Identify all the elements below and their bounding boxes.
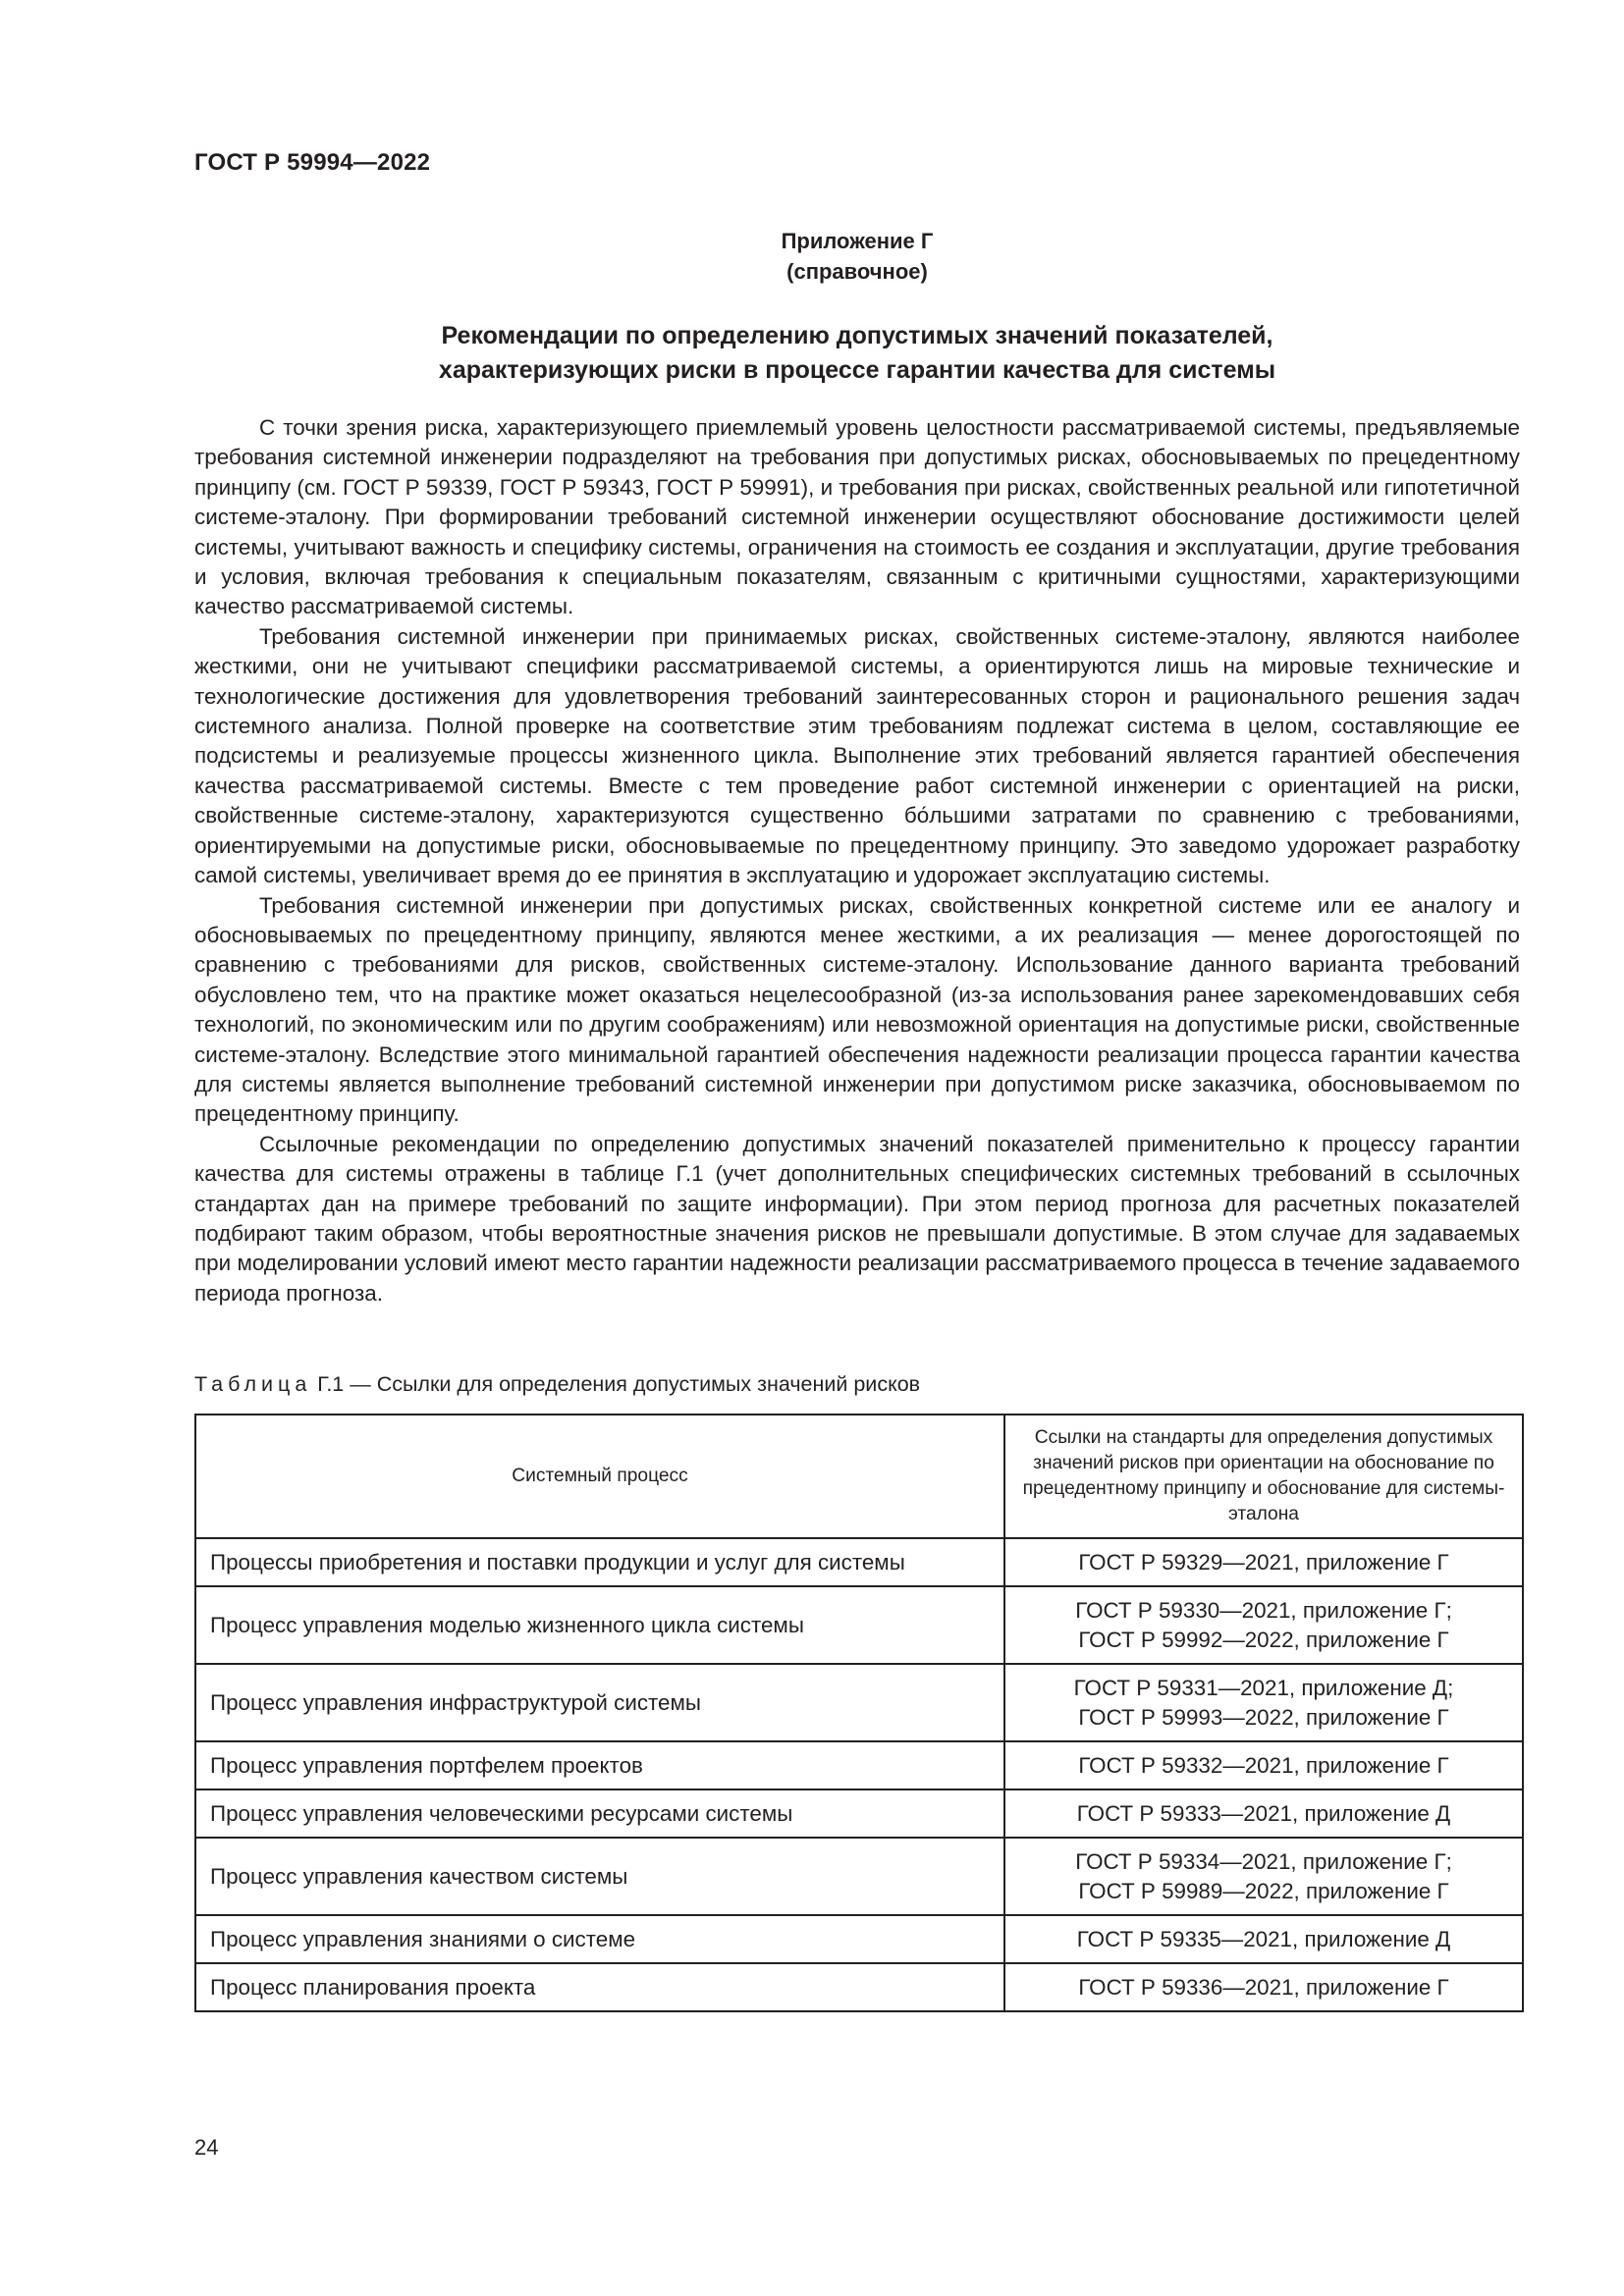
references-table (194, 1414, 1524, 2012)
reference-line: ГОСТ Р 59333—2021, приложение Д (1076, 1800, 1451, 1826)
table-row (195, 1963, 1523, 2011)
column-header-references: Ссылки на стандарты для определения допустимых значений рисков при ориентации на обоснование по прецедентному принципу и обоснование для системы-эталона (1004, 1415, 1523, 1538)
table-row (195, 1538, 1523, 1586)
reference-cell (1004, 1586, 1523, 1664)
column-header-process: Системный процесс (195, 1415, 1004, 1538)
reference-line: ГОСТ Р 59334—2021, приложение Г; (1075, 1848, 1452, 1874)
process-cell: Процесс управления моделью жизненного цикла системы (195, 1586, 1004, 1664)
table-row (195, 1741, 1523, 1789)
section-title (194, 319, 1520, 388)
reference-line: ГОСТ Р 59331—2021, приложение Д; (1073, 1675, 1454, 1700)
process-cell: Процесс управления качеством системы (195, 1838, 1004, 1915)
section-title-line-2: характеризующих риски в процессе гарантии качества для системы (438, 356, 1276, 384)
process-cell: Процесс управления знаниями о системе (195, 1915, 1004, 1963)
reference-line: ГОСТ Р 59330—2021, приложение Г; (1075, 1597, 1452, 1623)
reference-line: ГОСТ Р 59336—2021, приложение Г (1078, 1974, 1449, 2000)
table-caption (194, 1372, 920, 1397)
reference-line: ГОСТ Р 59993—2022, приложение Г (1078, 1704, 1449, 1730)
table-caption-label: Таблица (194, 1372, 312, 1396)
reference-cell (1004, 1741, 1523, 1789)
table-row (195, 1586, 1523, 1664)
page-number: 24 (194, 2135, 219, 2160)
table-row (195, 1789, 1523, 1838)
paragraph-4: Ссылочные рекомендации по определению допустимых значений показателей применительно к процессу гарантии качества для системы отражены в таблице Г.1 (учет дополнительных специфических системных требований в ссылочных стандартах дан на примере требований по защите информации). При этом период прогноза для расчетных показателей подбирают таким образом, чтобы вероятностные значения рисков не превышали допустимые. В этом случае для задаваемых при моделировании условий имеют место гарантии надежности реализации рассматриваемого процесса в течение задаваемого периода прогноза. (194, 1131, 1520, 1306)
reference-line: ГОСТ Р 59329—2021, приложение Г (1078, 1549, 1449, 1575)
reference-line: ГОСТ Р 59989—2022, приложение Г (1078, 1878, 1449, 1903)
section-title-line-1: Рекомендации по определению допустимых значений показателей, (441, 322, 1273, 349)
table-row (195, 1838, 1523, 1915)
reference-cell (1004, 1838, 1523, 1915)
table-row (195, 1664, 1523, 1741)
process-cell: Процессы приобретения и поставки продукции и услуг для системы (195, 1538, 1004, 1586)
reference-cell (1004, 1538, 1523, 1586)
reference-line: ГОСТ Р 59992—2022, приложение Г (1078, 1627, 1449, 1652)
table-row (195, 1915, 1523, 1963)
appendix-type: (справочное) (786, 259, 928, 284)
reference-cell (1004, 1789, 1523, 1838)
document-header: ГОСТ Р 59994—2022 (194, 149, 431, 176)
appendix-label: Приложение Г (781, 229, 934, 253)
appendix-heading (194, 226, 1520, 287)
reference-line: ГОСТ Р 59335—2021, приложение Д (1076, 1926, 1451, 1951)
reference-line: ГОСТ Р 59332—2021, приложение Г (1078, 1752, 1449, 1778)
process-cell: Процесс управления человеческими ресурсами системы (195, 1789, 1004, 1838)
process-cell: Процесс управления инфраструктурой системы (195, 1664, 1004, 1741)
paragraph-1: С точки зрения риска, характеризующего приемлемый уровень целостности рассматриваемой системы, предъявляемые требования системной инженерии подразделяют на требования при допустимых рисках, обосновываемых по прецедентному принципу (см. ГОСТ Р 59339, ГОСТ Р 59343, ГОСТ Р 59991), и требования при рисках, свойственных реальной или гипотетичной системе-эталону. При формировании требований системной инженерии осуществляют обоснование достижимости целей системы, учитывают важность и специфику системы, ограничения на стоимость ее создания и эксплуатации, другие требования и условия, включая требования к специальным показателям, связанным с критичными сущностями, характеризующими качество рассматриваемой системы. (194, 415, 1520, 619)
reference-cell (1004, 1915, 1523, 1963)
process-cell: Процесс управления портфелем проектов (195, 1741, 1004, 1789)
body-text (194, 413, 1520, 1308)
paragraph-3: Требования системной инженерии при допустимых рисках, свойственных конкретной системе или ее аналогу и обосновываемых по прецедентному принципу, являются менее жесткими, а их реализация — менее дорогостоящей по сравнению с требованиями для рисков, свойственных системе-эталону. Использование данного варианта требований обусловлено тем, что на практике может оказаться нецелесообразной (из-за использования ранее зарекомендовавших себя технологий, по экономическим или по другим соображениям) или невозможной ориентация на допустимые риски, свойственные системе-эталону. Вследствие этого минимальной гарантией обеспечения надежности реализации процесса гарантии качества для системы является выполнение требований системной инженерии при допустимом риске заказчика, обосновываемом по прецедентному принципу. (194, 892, 1520, 1127)
paragraph-2: Требования системной инженерии при принимаемых рисках, свойственных системе-эталону, являются наиболее жесткими, они не учитывают специфики рассматриваемой системы, а ориентируются лишь на мировые технические и технологические достижения для удовлетворения требований заинтересованных сторон и рационального решения задач системного анализа. Полной проверке на соответствие этим требованиям подлежат система в целом, составляющие ее подсистемы и реализуемые процессы жизненного цикла. Выполнение этих требований является гарантией обеспечения качества рассматриваемой системы. Вместе с тем проведение работ системной инженерии с ориентацией на риски, свойственные системе-эталону, характеризуются существенно бо́льшими затратами по сравнению с требованиями, ориентируемыми на допустимые риски, обосновываемые по прецедентному принципу. Это заведомо удорожает разработку самой системы, увеличивает время до ее принятия в эксплуатацию и удорожает эксплуатацию системы. (194, 623, 1520, 888)
table-caption-text: Г.1 — Ссылки для определения допустимых значений рисков (317, 1372, 921, 1396)
reference-cell (1004, 1664, 1523, 1741)
process-cell: Процесс планирования проекта (195, 1963, 1004, 2011)
reference-cell (1004, 1963, 1523, 2011)
